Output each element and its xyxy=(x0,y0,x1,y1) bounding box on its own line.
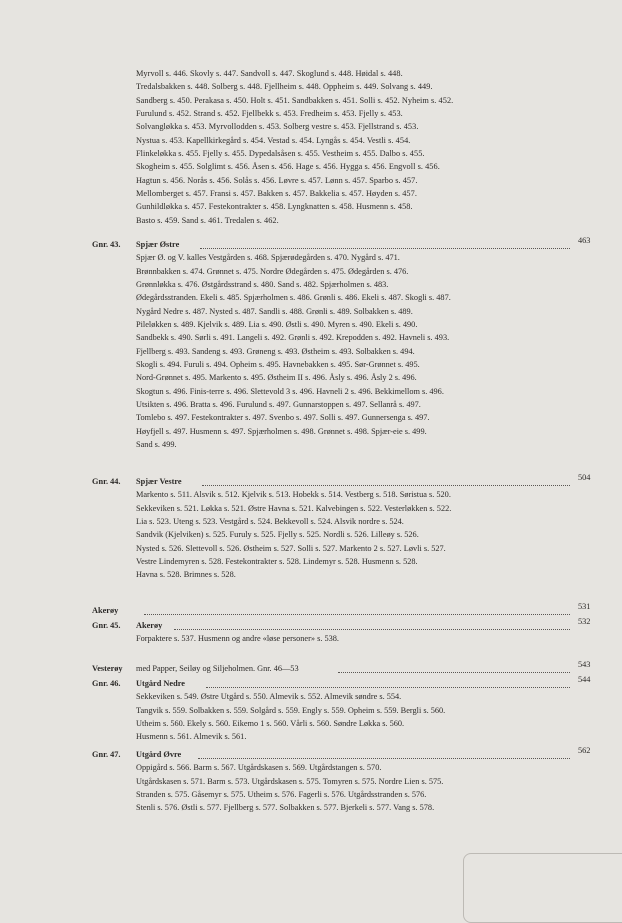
index-line: Furulund s. 452. Strand s. 452. Fjellbekk s. 453. Fredheim s. 453. Fjelly s. 453. xyxy=(136,109,403,119)
index-line: Sandvik (Kjelviken) s. 525. Furuly s. 525. Fjelly s. 525. Nordli s. 526. Lilleøy s. 526. xyxy=(136,530,419,540)
index-line: Sandberg s. 450. Perakasa s. 450. Holt s. 451. Sandbakken s. 451. Solli s. 452. Nyheim s. 452. xyxy=(136,95,454,105)
index-line: Oppigård s. 566. Barm s. 567. Utgårdskasen s. 569. Utgårdstangen s. 570. xyxy=(136,763,382,773)
continuation-block xyxy=(136,67,566,227)
entry-gnr-47 xyxy=(92,748,592,815)
section-subtitle: med Papper, Seiløy og Siljeholmen. Gnr. 46—53 xyxy=(136,664,299,673)
index-line: Flinkeløkka s. 455. Fjelly s. 455. Dypedalsåsen s. 455. Vestheim s. 455. Dalbo s. 455. xyxy=(136,149,425,159)
index-line: Basto s. 459. Sand s. 461. Tredalen s. 462. xyxy=(136,215,279,225)
index-line: Utsikten s. 496. Bratta s. 496. Furulund s. 497. Gunnarstoppen s. 497. Sellanrå s. 497. xyxy=(136,400,421,410)
index-line: Tredalsbakken s. 448. Solberg s. 448. Fjellheim s. 448. Oppheim s. 449. Solvang s. 449. xyxy=(136,82,433,92)
index-line: Mellomberget s. 457. Fransi s. 457. Bakken s. 457. Bakkelia s. 457. Høyden s. 457. xyxy=(136,189,417,199)
index-line: Stranden s. 575. Gåsemyr s. 575. Utheim s. 576. Fagerli s. 576. Utgårdsstranden s. 576. xyxy=(136,790,427,800)
index-line: Stenli s. 576. Østli s. 577. Fjellberg s. 577. Solbakken s. 577. Bjerkeli s. 577. Vang s. 578. xyxy=(136,803,435,813)
gnr-number: Gnr. 45. xyxy=(92,621,121,630)
index-line: Tomlebo s. 497. Festekontrakter s. 497. Svenbo s. 497. Solli s. 497. Gunnersenga s. 497. xyxy=(136,413,430,423)
entry-gnr-44 xyxy=(92,475,592,582)
index-line: Skogli s. 494. Furuli s. 494. Opheim s. 495. Havnebakken s. 495. Sør-Grønnet s. 495. xyxy=(136,360,420,370)
index-line: Utheim s. 560. Ekely s. 560. Eikemo 1 s. 560. Vårli s. 560. Søndre Løkka s. 560. xyxy=(136,719,405,729)
index-line: Fjellberg s. 493. Sandeng s. 493. Grøneng s. 493. Østheim s. 493. Solbakken s. 494. xyxy=(136,346,415,356)
section-title: Vesterøy xyxy=(92,664,123,673)
dot-leader xyxy=(200,235,570,249)
index-line: Brønnbakken s. 474. Grønnet s. 475. Nordre Ødegården s. 475. Ødegården s. 476. xyxy=(136,266,409,276)
entry-gnr-46 xyxy=(92,677,592,744)
index-line: Husmenn s. 561. Almevik s. 561. xyxy=(136,732,247,742)
index-line: Grønnløkka s. 476. Østgårdsstrand s. 480. Sand s. 482. Spjærholmen s. 483. xyxy=(136,280,389,290)
index-line: Forpaktere s. 537. Husmenn og andre «løse personer» s. 538. xyxy=(136,634,340,644)
gnr-number: Gnr. 44. xyxy=(92,477,121,486)
index-line: Solvangløkka s. 453. Myrvollodden s. 453. Solberg vestre s. 453. Fjellstrand s. 453. xyxy=(136,122,419,132)
farm-title: Utgård Nedre xyxy=(136,679,185,688)
dot-leader xyxy=(144,601,570,615)
gnr-number: Gnr. 46. xyxy=(92,679,121,688)
index-line: Utgårdskasen s. 571. Barm s. 573. Utgårdskasen s. 575. Tomyren s. 575. Nordre Lien s. 575. xyxy=(136,776,444,786)
index-line: Gunhildløkka s. 457. Festekontrakter s. 458. Lyngknatten s. 458. Husmenn s. 458. xyxy=(136,202,413,212)
page-number: 562 xyxy=(578,746,591,755)
scan-frame-outline xyxy=(463,853,622,923)
farm-title: Akerøy xyxy=(136,621,163,630)
entry-gnr-43 xyxy=(92,238,592,452)
index-line: Sekkeviken s. 521. Løkka s. 521. Østre Havna s. 521. Kalvebingen s. 522. Vesterløkken s. 522. xyxy=(136,503,452,513)
page-number: 531 xyxy=(578,602,591,611)
farm-title: Spjær Østre xyxy=(136,240,180,249)
index-line: Sekkeviken s. 549. Østre Utgård s. 550. Almevik s. 552. Almevik søndre s. 554. xyxy=(136,692,402,702)
dot-leader xyxy=(206,674,570,688)
page-number: 504 xyxy=(578,473,591,482)
entry-gnr-45 xyxy=(92,619,592,646)
index-line: Nord-Grønnet s. 495. Markento s. 495. Østheim II s. 496. Åsly s. 496. Åsly 2 s. 496. xyxy=(136,373,417,383)
index-line: Spjær Ø. og V. kalles Vestgården s. 468. Spjærødegården s. 470. Nygård s. 471. xyxy=(136,253,400,263)
page-number: 463 xyxy=(578,236,591,245)
index-line: Sandbekk s. 490. Sørli s. 491. Langeli s. 492. Grønli s. 492. Krepodden s. 492. Havneli s. 493. xyxy=(136,333,450,343)
dot-leader xyxy=(174,616,570,630)
dot-leader xyxy=(198,745,570,759)
index-line: Markento s. 511. Alsvik s. 512. Kjelvik s. 513. Hobekk s. 514. Vestberg s. 518. Søristua s. 520. xyxy=(136,490,451,500)
farm-title: Spjær Vestre xyxy=(136,477,182,486)
page-number: 532 xyxy=(578,617,591,626)
index-line: Skogtun s. 496. Finis-terre s. 496. Slettevold 3 s. 496. Havneli 2 s. 496. Bekkimellom s. 496. xyxy=(136,386,444,396)
index-line: Ødegårdsstranden. Ekeli s. 485. Spjærholmen s. 486. Grønli s. 486. Ekeli s. 487. Skogli s. 487. xyxy=(136,293,451,303)
page-number: 544 xyxy=(578,675,591,684)
gnr-number: Gnr. 43. xyxy=(92,240,121,249)
index-line: Myrvoll s. 446. Skovly s. 447. Sandvoll s. 447. Skoglund s. 448. Høidal s. 448. xyxy=(136,69,403,78)
index-line: Havna s. 528. Brimnes s. 528. xyxy=(136,570,236,580)
index-line: Sand s. 499. xyxy=(136,440,177,450)
index-line: Vestre Lindemyren s. 528. Festekontrakter s. 528. Lindemyr s. 528. Husmenn s. 528. xyxy=(136,557,418,567)
dot-leader xyxy=(338,659,570,673)
section-title: Akerøy xyxy=(92,606,119,615)
index-line: Høyfjell s. 497. Husmenn s. 497. Spjærholmen s. 498. Grønnet s. 498. Spjær-eie s. 499. xyxy=(136,426,427,436)
index-line: Nygård Nedre s. 487. Nysted s. 487. Sandli s. 488. Grønli s. 489. Solbakken s. 489. xyxy=(136,306,413,316)
index-line: Tangvik s. 559. Solbakken s. 559. Solgård s. 559. Engly s. 559. Opheim s. 559. Bergli s. 560. xyxy=(136,705,446,715)
index-line: Lia s. 523. Uteng s. 523. Vestgård s. 524. Bekkevoll s. 524. Alsvik nordre s. 524. xyxy=(136,517,404,527)
index-line: Nysted s. 526. Slettevoll s. 526. Østheim s. 527. Solli s. 527. Markento 2 s. 527. Løvli s. 527. xyxy=(136,543,446,553)
index-line: Hagtun s. 456. Norås s. 456. Solås s. 456. Løvre s. 457. Lønn s. 457. Sparbo s. 457. xyxy=(136,175,418,185)
index-line: Skogheim s. 455. Solglimt s. 456. Åsen s. 456. Hage s. 456. Hygga s. 456. Engvoll s. 456. xyxy=(136,162,440,172)
dot-leader xyxy=(202,472,570,486)
index-line: Nystua s. 453. Kapellkirkegård s. 454. Vestad s. 454. Lyngås s. 454. Vestli s. 454. xyxy=(136,135,411,145)
index-line: Pileløkken s. 489. Kjelvik s. 489. Lia s. 490. Østli s. 490. Myren s. 490. Ekeli s. 490. xyxy=(136,320,418,330)
farm-title: Utgård Øvre xyxy=(136,750,182,759)
page-number: 543 xyxy=(578,660,591,669)
gnr-number: Gnr. 47. xyxy=(92,750,121,759)
